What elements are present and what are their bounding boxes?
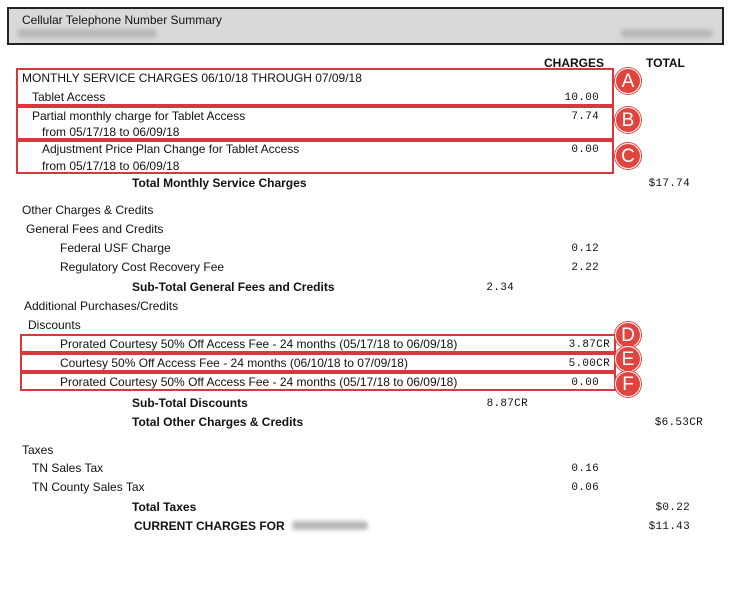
tablet-access-value: 10.00 (564, 92, 599, 104)
adjustment-value: 0.00 (571, 144, 599, 156)
redacted-current-number (292, 521, 368, 530)
total-other-value: $6.53CR (654, 417, 703, 429)
monthly-heading: MONTHLY SERVICE CHARGES 06/10/18 THROUGH 07/09/18 (22, 71, 362, 85)
highlight-box-d (20, 334, 616, 353)
tablet-access-label: Tablet Access (32, 90, 106, 104)
discount-3-value: 0.00 (571, 377, 599, 389)
total-taxes-label: Total Taxes (132, 500, 197, 514)
total-other-label: Total Other Charges & Credits (132, 415, 304, 429)
charges-column-header: CHARGES (544, 56, 605, 70)
total-column-header: TOTAL (646, 56, 685, 70)
marker-a: A (615, 68, 641, 94)
total-monthly-value: $17.74 (648, 178, 690, 190)
tn-sales-tax-label: TN Sales Tax (32, 461, 104, 475)
discounts-subtotal-value: 8.87CR (486, 398, 528, 410)
partial-charge-label: Partial monthly charge for Tablet Access (32, 109, 246, 123)
discounts-heading: Discounts (28, 318, 81, 332)
regulatory-fee-label: Regulatory Cost Recovery Fee (60, 260, 225, 274)
discount-2-value: 5.00CR (568, 358, 610, 370)
highlight-box-c (16, 140, 614, 174)
discount-1-label: Prorated Courtesy 50% Off Access Fee - 24 months (05/17/18 to 06/09/18) (60, 337, 458, 351)
discount-3-label: Prorated Courtesy 50% Off Access Fee - 24 months (05/17/18 to 06/09/18) (60, 375, 458, 389)
marker-d: D (615, 322, 641, 348)
general-subtotal-value: 2.34 (486, 282, 514, 294)
current-charges-value: $11.43 (648, 521, 690, 533)
federal-usf-label: Federal USF Charge (60, 241, 171, 255)
partial-charge-range: from 05/17/18 to 06/09/18 (42, 125, 180, 139)
highlight-box-a (16, 68, 614, 106)
taxes-heading: Taxes (22, 443, 54, 457)
federal-usf-value: 0.12 (571, 243, 599, 255)
additional-purchases-heading: Additional Purchases/Credits (24, 299, 179, 313)
regulatory-fee-value: 2.22 (571, 262, 599, 274)
general-fees-heading: General Fees and Credits (26, 222, 164, 236)
tn-county-tax-value: 0.06 (571, 482, 599, 494)
adjustment-label: Adjustment Price Plan Change for Tablet Access (42, 142, 300, 156)
partial-charge-value: 7.74 (571, 111, 599, 123)
discount-2-label: Courtesy 50% Off Access Fee - 24 months (06/10/18 to 07/09/18) (60, 356, 408, 370)
current-charges-label: CURRENT CHARGES FOR (134, 519, 285, 533)
total-taxes-value: $0.22 (655, 502, 690, 514)
marker-e: E (615, 346, 641, 372)
summary-title: Cellular Telephone Number Summary (22, 13, 222, 27)
other-charges-heading: Other Charges & Credits (22, 203, 154, 217)
highlight-box-b (16, 106, 614, 140)
discount-1-value: 3.87CR (568, 339, 610, 351)
highlight-box-e (20, 353, 616, 372)
redacted-name (17, 29, 157, 38)
tn-sales-tax-value: 0.16 (571, 463, 599, 475)
total-monthly-label: Total Monthly Service Charges (132, 176, 307, 190)
redacted-number (621, 29, 713, 38)
marker-c: C (615, 143, 641, 169)
highlight-box-f (20, 372, 616, 391)
marker-b: B (615, 107, 641, 133)
adjustment-range: from 05/17/18 to 06/09/18 (42, 159, 180, 173)
summary-header (7, 7, 724, 45)
marker-f: F (615, 371, 641, 397)
general-subtotal-label: Sub-Total General Fees and Credits (132, 280, 335, 294)
discounts-subtotal-label: Sub-Total Discounts (132, 396, 248, 410)
tn-county-tax-label: TN County Sales Tax (32, 480, 145, 494)
